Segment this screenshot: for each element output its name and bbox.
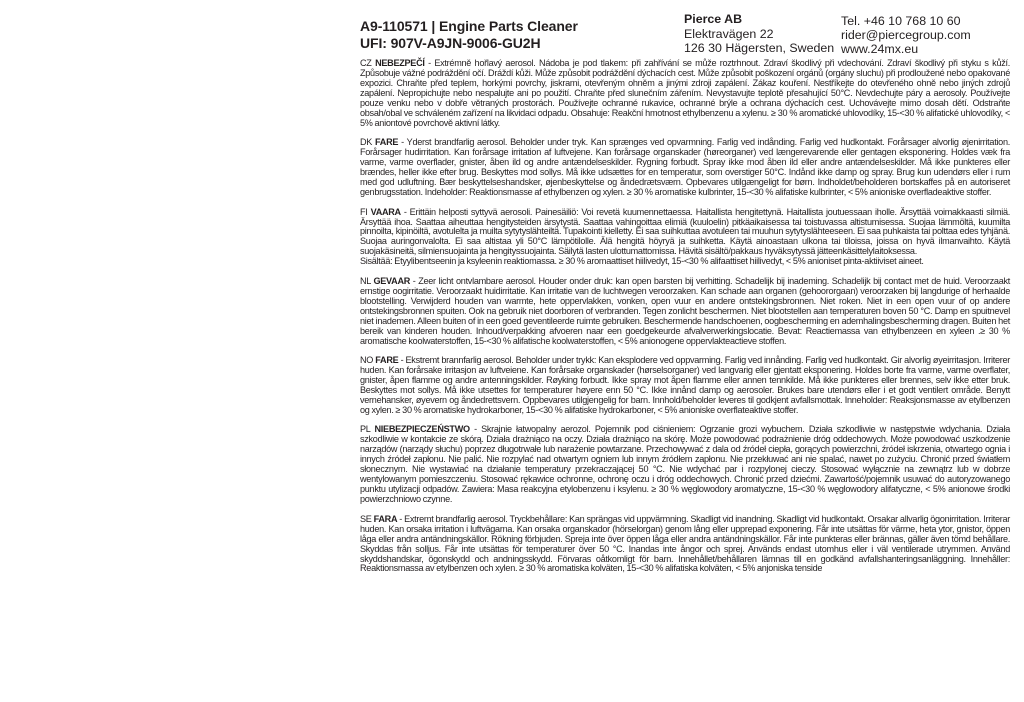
hazard-section-no xyxy=(360,356,1010,416)
language-code: CZ xyxy=(360,58,372,68)
hazard-text: - Zeer licht ontvlambare aerosol. Houder onder druk: kan open barsten bij verhitting. Schadelijk bij inademing. Schadelijk bij contact met de huid. Veroorzaakt ernstige oogirritatie. Veroorzaakt huidirritatie. Kan irritatie van de luchtwegen veroorzaken. Kan schade aan organen (gehoororgaan) veroorzaken bij langdurige of herhaalde blootstelling. Verwijderd houden van warmte, hete oppervlakken, vonken, open vuur en andere ontstekingsbronnen. Niet roken. Niet in een open vuur of op andere ontstekingsbronnen spuiten. Ook na gebruik niet doorboren of verbranden. Tegen zonlicht beschermen. Niet blootstellen aan temperaturen boven 50 °C. Damp en spuitnevel niet inademen. Alleen buiten of in een goed geventileerde ruimte gebruiken. Beschermende handschoenen, oogbescherming en ademhalingsbescherming dragen. Buiten het bereik van kinderen houden. Inhoud/verpakking afvoeren naar een goedgekeurde afvalverwerkingslocatie. Bevat: Reactiemassa van ethylbenzeen en xyleen .≥ 30 % aromatische koolwaterstoffen, 15-<30 % alifatische koolwaterstoffen, < 5% anionogene oppervlakteactieve stoffen. xyxy=(360,275,1010,346)
contact-web: www.24mx.eu xyxy=(841,42,919,57)
hazard-text: - Extrémně hořlavý aerosol. Nádoba je pod tlakem: při zahřívání se může roztrhnout. Zdraví škodlivý při vdechování. Zdraví škodlivý při styku s kůží. Způsobuje vážné podráždění očí. Dráždí kůži. Může způsobit podráždění dýchacích cest. Může způsobit poškození orgánů (orgány sluchu) při prodloužené nebo opakované expozici. Chraňte před teplem, horkými povrchy, jiskrami, otevřeným ohněm a jinými zdroji zapálení. Zákaz kouření. Nestříkejte do otevřeného ohně nebo jiných zdrojů zapálení. Nepropichujte nebo nespalujte ani po použití. Chraňte před slunečním zářením. Nevystavujte teplotě přesahující 50°C. Nevdechujte páry a aerosoly. Používejte pouze venku nebo v dobře větraných prostorách. Používejte ochranné rukavice, ochranné brýle a ochrana dýchacích cest. Uchovávejte mimo dosah dětí. Odstraňte obsah/obal ve schváleném zařízení na likvidaci odpadu. Obsahuje: Reakční hmotnost ethylbenzenu a xylenu. ≥ 30 % aromatické uhlovodíky, 15-<30 % alifatické uhlovodíky, < 5% aniontové povrchově aktivní látky. xyxy=(360,58,1010,128)
language-code: FI xyxy=(360,206,368,217)
language-code: NO xyxy=(360,355,374,366)
signal-word: NIEBEZPIECZEŃSTWO xyxy=(374,424,470,435)
company-street: Elektravägen 22 xyxy=(684,26,774,41)
hazard-contents: Sisältää: Etyylibentseenin ja ksyleenin reaktiomassa. ≥ 30 % aromaattiset hiilivedyt, 15-<30 % alifaattiset hiilivedyt, < 5% anioniset pinta-aktiiviset aineet. xyxy=(360,256,924,267)
hazard-text: - Erittäin helposti syttyvä aerosoli. Painesäiliö: Voi revetä kuumennettaessa. Haitallista hengitettynä. Haitallista joutuessaan iholle. Ärsyttää voimakkaasti silmiä. Ärsyttää ihoa. Saattaa aiheuttaa hengitysteiden ärsytystä. Saattaa vahingoittaa elimiä (kuuloelin) pitkäaikaisessa tai toistuvassa altistumisessa. Suojaa lämmöltä, kuumilta pinnoilta, kipinöiltä, avotulelta ja muilta sytytyslähteiltä. Tupakointi kielletty. Ei saa suihkuttaa avotuleen tai muuhun sytytyslähteeseen. Ei saa puhkaista tai polttaa edes tyhjänä. Suojaa auringonvalolta. Ei saa altistaa yli 50°C lämpötilolle. Älä hengitä höyryä ja suihketta. Käytä ainoastaan ulkona tai tiloissa, joissa on hyvä ilmanvaihto. Käytä suojakäsineitä, silmiensuojainta ja hengityssuojainta. Säilytä lasten ulottumattomissa. Hävitä sisältö/pakkaus hyväksytyssä jätteenkäsittelylaitoksessa. xyxy=(360,206,1010,257)
signal-word: GEVAAR xyxy=(373,275,411,286)
product-title: A9-110571 | Engine Parts Cleaner xyxy=(360,18,578,34)
language-code: NL xyxy=(360,275,371,286)
hazard-section-se xyxy=(360,515,1010,575)
product-block xyxy=(360,18,578,52)
company-name: Pierce AB xyxy=(684,12,743,26)
language-code: DK xyxy=(360,137,373,148)
company-city: 126 30 Hägersten, Sweden xyxy=(684,41,835,56)
signal-word: VAARA xyxy=(370,206,401,217)
language-code: SE xyxy=(360,513,372,524)
company-address xyxy=(684,12,834,56)
contact-phone: Tel. +46 10 768 10 60 xyxy=(841,14,961,28)
signal-word: FARE xyxy=(375,137,399,148)
signal-word: FARA xyxy=(373,513,398,524)
hazard-section-cz xyxy=(360,59,1010,129)
hazard-section-pl xyxy=(360,425,1010,505)
hazard-text: - Extremt brandfarlig aerosol. Tryckbehållare: Kan sprängas vid uppvärmning. Skadligt vid inandning. Skadligt vid hudkontakt. Orsakar allvarlig ögonirritation. Irriterar huden. Kan orsaka irritation i luftvägarna. Kan orsaka organskador (hörselorgan) genom lång eller upprepad exponering. Får inte utsättas för värme, heta ytor, gnistor, öppen låga eller andra antändningskällor. Rökning förbjuden. Spreja inte över öppen låga eller andra antändningskällor. Får inte punkteras eller brännas, gäller även tömd behållare. Skyddas från solljus. Får inte utsättas för temperaturer över 50 °C. Inandas inte ångor och sprej. Används endast utomhus eller i väl ventilerade utrymmen. Använd skyddshandskar, ögonskydd och andningsskydd. Förvaras oåtkomligt för barn. Innehållet/behållaren lämnas till en godkänd avfallshanteringsanläggning. Innehåller: Reaktionsmassa av etylbenzen och xylen. ≥ 30 % aromatiska kolväten, 15-<30 % alifatiska kolväten, < 5% anjoniska tenside xyxy=(360,513,1010,574)
hazard-statements xyxy=(360,59,1010,584)
hazard-text: - Yderst brandfarlig aerosol. Beholder under tryk. Kan sprænges ved opvarmning. Farlig ved indånding. Farlig ved hudkontakt. Forårsager alvorlig øjenirritation. Forårsager hudirritation. Kan forårsage irritation af luftvejene. Kan forårsage organskader (høreorganer) ved længerevarende eller gentagen eksponering. Holdes væk fra varme, varme overflader, gnister, åben ild og andre antændelseskilder. Rygning forbudt. Spray ikke mod åben ild eller andre antændelseskilder. Må ikke punkteres eller brændes, heller ikke efter brug. Beskyttes mod sollys. Må ikke udsættes for en temperatur, som overstiger 50°C. Indånd ikke damp og spray. Brug kun udendørs eller i rum med god udluftning. Bær beskyttelseshandsker, øjenbeskyttelse og åndedrætsværn. Opbevares utilgængeligt for børn. Indholdet/beholderen bortskaffes på en autoriseret genbrugsstation. Indeholder: Reaktionsmasse af ethylbenzen og xylen. ≥ 30 % aromatiske kulbrinter, 15-<30 % alifatiske kulbrinter, < 5% anioniske overfladeaktive stoffer. xyxy=(360,137,1010,198)
label-header xyxy=(360,10,1010,56)
signal-word: NEBEZPEČÍ xyxy=(375,58,425,68)
signal-word: FARE xyxy=(375,355,399,366)
contact-email: rider@piercegroup.com xyxy=(841,28,971,43)
hazard-section-nl xyxy=(360,277,1010,347)
language-code: PL xyxy=(360,424,371,435)
hazard-text: - Skrajnie łatwopalny aerozol. Pojemnik pod ciśnieniem: Ogrzanie grozi wybuchem. Działa szkodliwie w następstwie wdychania. Działa szkodliwie w kontakcie ze skórą. Działa drażniąco na oczy. Działa drażniąco na skórę. Może powodować podrażnienie dróg oddechowych. Może powodować uszkodzenie narządów (narządy słuchu) poprzez długotrwałe lub narażenie powtarzane. Przechowywać z dala od źródeł ciepła, gorących powierzchni, źródeł iskrzenia, otwartego ognia i innych źródeł zapłonu. Nie palić. Nie rozpylać nad otwartym ogniem lub innym źródłem zapłonu. Nie przekłuwać ani nie spalać, nawet po zużyciu. Chronić przed światłem słonecznym. Nie wystawiać na działanie temperatury przekraczającej 50 °C. Nie wdychać par i rozpylonej cieczy. Stosować wyłącznie na zewnątrz lub w dobrze wentylowanym pomieszczeniu. Stosować rękawice ochronne, ochronę oczu i dróg oddechowych. Chronić przed dziećmi. Zawartość/pojemnik usuwać do autoryzowanego punktu utylizacji odpadów. Zawiera: Masa reakcyjna etylobenzenu i ksylenu. ≥ 30 % węglowodory aromatyczne, 15-<30 % węglowodory alifatyczne, < 5% anionowe środki powierzchniowo czynne. xyxy=(360,424,1010,505)
hazard-section-fi xyxy=(360,208,1010,268)
product-ufi: UFI: 907V-A9JN-9006-GU2H xyxy=(360,35,541,51)
hazard-text: - Ekstremt brannfarlig aerosol. Beholder under trykk: Kan eksplodere ved oppvarming. Farlig ved innånding. Farlig ved hudkontakt. Gir alvorlig øyeirritasjon. Irriterer huden. Kan forårsake irritasjon av luftveiene. Kan forårsake organskader (hørselsorganer) ved langvarig eller gjentatt eksponering. Holdes borte fra varme, varme overflater, gnister, åpen flamme og andre antenningskilder. Røyking forbudt. Ikke spray mot åpen flamme eller annen tennkilde. Må ikke punkteres eller brennes, selv ikke etter bruk. Beskyttes mot sollys. Må ikke utsettes for temperaturer høyere enn 50 °C. Ikke innånd damp og aerosoler. Brukes bare utendørs eller i et godt ventilert område. Benytt vernehansker, øyevern og åndedrettsvern. Oppbevares utilgjengelig for barn. Innhold/beholder leveres til godkjent avfallsmottak. Inneholder: Reaksjonsmasse av etylbenzen og xylen. ≥ 30 % aromatiske hydrokarboner, 15-<30 % alifatiske hydrokarboner, < 5% anioniske overflateaktive stoffer. xyxy=(360,355,1011,415)
company-contact xyxy=(841,14,971,57)
hazard-section-dk xyxy=(360,138,1010,198)
